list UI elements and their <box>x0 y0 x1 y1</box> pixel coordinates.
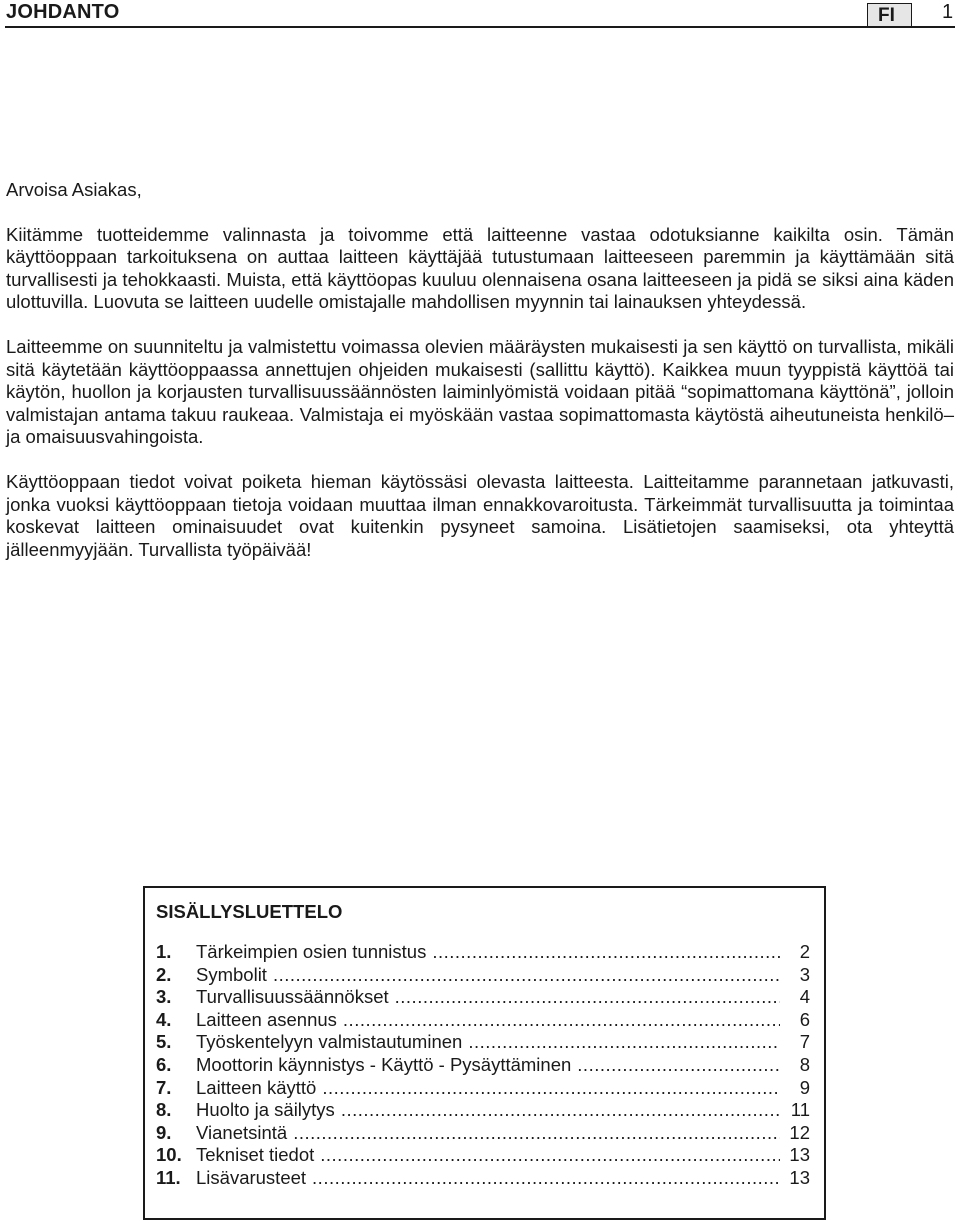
header-divider <box>5 26 955 28</box>
toc-item-number: 7. <box>156 1076 172 1098</box>
toc-leader-dots <box>293 1122 780 1145</box>
toc-leader-dots <box>322 1077 780 1100</box>
toc-item[interactable] <box>156 964 810 987</box>
page-header <box>0 0 960 30</box>
toc-item[interactable] <box>156 1122 810 1145</box>
toc-title: SISÄLLYSLUETTELO <box>156 901 343 922</box>
toc-item-number: 8. <box>156 1099 172 1121</box>
toc-item[interactable] <box>156 1054 810 1077</box>
toc-item-page: 4 <box>799 986 810 1008</box>
toc-item[interactable] <box>156 1144 810 1167</box>
toc-item-label: Tekniset tiedot <box>196 1144 315 1166</box>
toc-item-label: Työskentelyyn valmistautuminen <box>196 1031 463 1053</box>
language-badge: FI <box>867 3 912 27</box>
toc-item[interactable] <box>156 1167 810 1190</box>
toc-leader-dots <box>395 986 780 1009</box>
toc-list <box>156 941 810 1190</box>
toc-item-number: 11. <box>156 1166 181 1188</box>
toc-item-page: 3 <box>799 963 810 985</box>
intro-body <box>6 179 954 583</box>
toc-item[interactable] <box>156 1099 810 1122</box>
greeting: Arvoisa Asiakas, <box>6 179 142 200</box>
toc-leader-dots <box>320 1144 780 1167</box>
toc-leader-dots <box>432 941 780 964</box>
toc-item-label: Moottorin käynnistys - Käyttö - Pysäyttäminen <box>196 1053 572 1075</box>
toc-item-label: Laitteen asennus <box>196 1008 337 1030</box>
toc-item-number: 1. <box>156 941 172 962</box>
toc-item[interactable] <box>156 1031 810 1054</box>
toc-item-page: 9 <box>799 1076 810 1098</box>
toc-item-label: Lisävarusteet <box>196 1166 307 1188</box>
table-of-contents <box>143 886 826 1220</box>
toc-item-label: Laitteen käyttö <box>196 1076 317 1098</box>
toc-item-number: 5. <box>156 1031 172 1053</box>
toc-leader-dots <box>341 1099 780 1122</box>
toc-item-number: 10. <box>156 1144 182 1166</box>
toc-leader-dots <box>273 964 780 987</box>
toc-item-label: Huolto ja säilytys <box>196 1099 335 1121</box>
page-number: 1 <box>942 1 954 23</box>
toc-item-label: Turvallisuussäännökset <box>196 986 389 1008</box>
toc-item[interactable] <box>156 986 810 1009</box>
toc-item-page: 6 <box>799 1008 810 1030</box>
toc-item-page: 8 <box>799 1053 810 1075</box>
paragraph-intro: Kiitämme tuotteidemme valinnasta ja toivomme että laitteenne vastaa odotuksianne kaikilta osin. Tämän käyttöoppaan tarkoituksena on auttaa laitteen käyttäjää tutustumaan laitteeseen paremmin ja käyttämään sitä turvallisesti ja tehokkaasti. Muista, että käyttöopas kuuluu olennaisena osana laitteeseen ja pidä se siksi aina käden ulottuvilla. Luovuta se laitteen uudelle omistajalle mahdollisen myynnin tai lainauksen yhteydessä. <box>6 223 954 313</box>
toc-item[interactable] <box>156 1077 810 1100</box>
section-title: JOHDANTO <box>6 1 120 23</box>
toc-leader-dots <box>312 1167 780 1190</box>
toc-item-page: 2 <box>799 941 810 962</box>
paragraph-safety: Laitteemme on suunniteltu ja valmistettu voimassa olevien määräysten mukaisesti ja sen käyttö on turvallista, mikäli sitä käytetään käyttöoppaassa annettujen ohjeiden mukaisesti (sallittu käyttö). Kaikkea muun tyyppistä käyttöä tai käytön, huollon ja korjausten turvallisuussäännösten laiminlyömistä voidaan pitää “sopimattomana käyttönä”, jolloin valmistajan antama takuu raukeaa. Valmistaja ei myöskään vastaa sopimattomasta käytöstä aiheutuneista henkilö– ja omaisuusvahingoista. <box>6 335 954 448</box>
toc-item-page: 11 <box>790 1099 810 1121</box>
toc-item-page: 13 <box>789 1166 810 1188</box>
toc-item-number: 6. <box>156 1053 172 1075</box>
toc-item-label: Vianetsintä <box>196 1121 288 1143</box>
toc-item-number: 4. <box>156 1008 172 1030</box>
toc-leader-dots <box>468 1031 780 1054</box>
toc-item-page: 13 <box>789 1144 810 1166</box>
toc-item-number: 2. <box>156 963 172 985</box>
toc-item-page: 7 <box>799 1031 810 1053</box>
toc-item-number: 9. <box>156 1121 172 1143</box>
toc-item-label: Tärkeimpien osien tunnistus <box>196 941 427 962</box>
toc-item-label: Symbolit <box>196 963 267 985</box>
toc-item[interactable] <box>156 941 810 964</box>
paragraph-changes: Käyttöoppaan tiedot voivat poiketa hieman käytössäsi olevasta laitteesta. Laitteitamme parannetaan jatkuvasti, jonka vuoksi käyttöoppaan tietoja voidaan muuttaa ilman ennakkovaroitusta. Tärkeimmät turvallisuutta ja toimintaa koskevat laitteen ominaisuudet ovat kuitenkin pysyneet samoina. Lisätietojen saamiseksi, ota yhteyttä jälleenmyyjään. Turvallista työpäivää! <box>6 470 954 560</box>
toc-leader-dots <box>343 1009 780 1032</box>
toc-item[interactable] <box>156 1009 810 1032</box>
toc-leader-dots <box>577 1054 780 1077</box>
toc-item-number: 3. <box>156 986 172 1008</box>
toc-item-page: 12 <box>789 1121 810 1143</box>
